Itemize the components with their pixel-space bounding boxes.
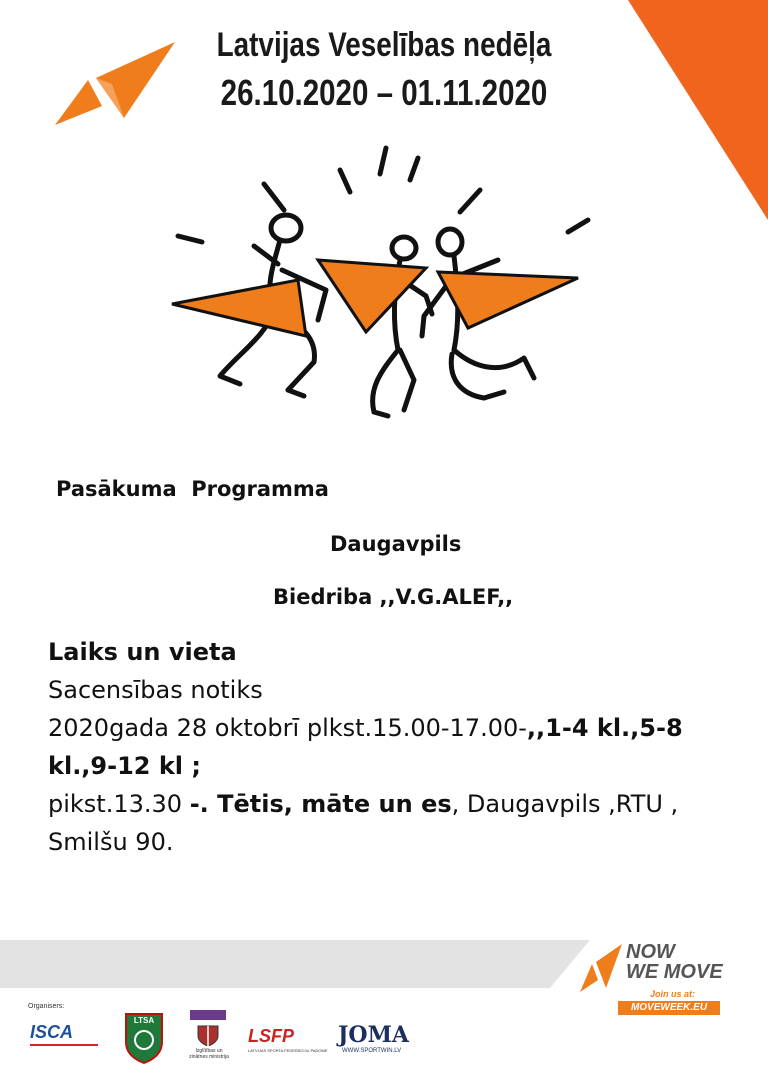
nwm-join: Join us at: [650, 989, 696, 999]
details-line-2-classes: ,,1-4 kl.,5-8 [526, 714, 683, 742]
nwm-line-1: NOW [626, 941, 675, 963]
details-line-2-text: 2020gada 28 oktobrī plkst.15.00-17.00- [48, 714, 527, 742]
details-line-4-dash: -. [189, 790, 209, 818]
ltsa-logo [124, 1010, 164, 1066]
event-title: Latvijas Veselības nedēļa [216, 26, 552, 64]
lsfp-logo-sub: LATVIJAS SPORTA FEDERĀCIJU PADOME [248, 1048, 328, 1053]
joma-logo-text: JOMA [338, 1022, 409, 1048]
now-we-move-logo [578, 938, 738, 1018]
details-line-3: kl.,9-12 kl ; [48, 752, 201, 780]
details-line-4-event: Tētis, māte un es [208, 790, 452, 818]
program-heading: Pasākuma Programma [56, 477, 329, 501]
nwm-site: MOVEWEEK.EU [618, 1001, 720, 1015]
footer-band [0, 940, 590, 988]
details-heading: Laiks un vieta [48, 638, 237, 666]
details-line-2 [48, 709, 738, 747]
details-line-4-time: pikst.13.30 [48, 790, 190, 818]
details-line-1: Sacensības notiks [48, 676, 263, 704]
organization-name: Biedriba ,,V.G.ALEF,, [273, 585, 514, 609]
details-line-4-place: , Daugavpils ,RTU , [451, 790, 679, 818]
details-line-4 [48, 785, 738, 823]
joma-logo-sub: WWW.SPORTWIN.LV [342, 1048, 402, 1054]
ltsa-logo-text: LTSA [133, 1016, 155, 1025]
organisers-label: Organisers: [28, 1003, 65, 1010]
details-line-5: Smilšu 90. [48, 828, 174, 856]
lsfp-logo [248, 1010, 328, 1066]
nwm-line-2: WE MOVE [626, 961, 723, 983]
ministry-logo-text: Izglītības un zinātnes ministrija [189, 1048, 229, 1060]
event-dates: 26.10.2020 – 01.11.2020 [220, 72, 548, 113]
ministry-logo [186, 1010, 232, 1066]
joma-logo [338, 1010, 428, 1066]
moveweek-arrow-icon [578, 942, 624, 994]
isca-logo [30, 1010, 102, 1066]
city-name: Daugavpils [330, 532, 462, 556]
lsfp-logo-text: LSFP [248, 1026, 295, 1046]
isca-logo-text: ISCA [30, 1022, 74, 1042]
latvia-coat-of-arms-icon [196, 1024, 220, 1046]
jumping-figures-illustration [168, 140, 608, 440]
